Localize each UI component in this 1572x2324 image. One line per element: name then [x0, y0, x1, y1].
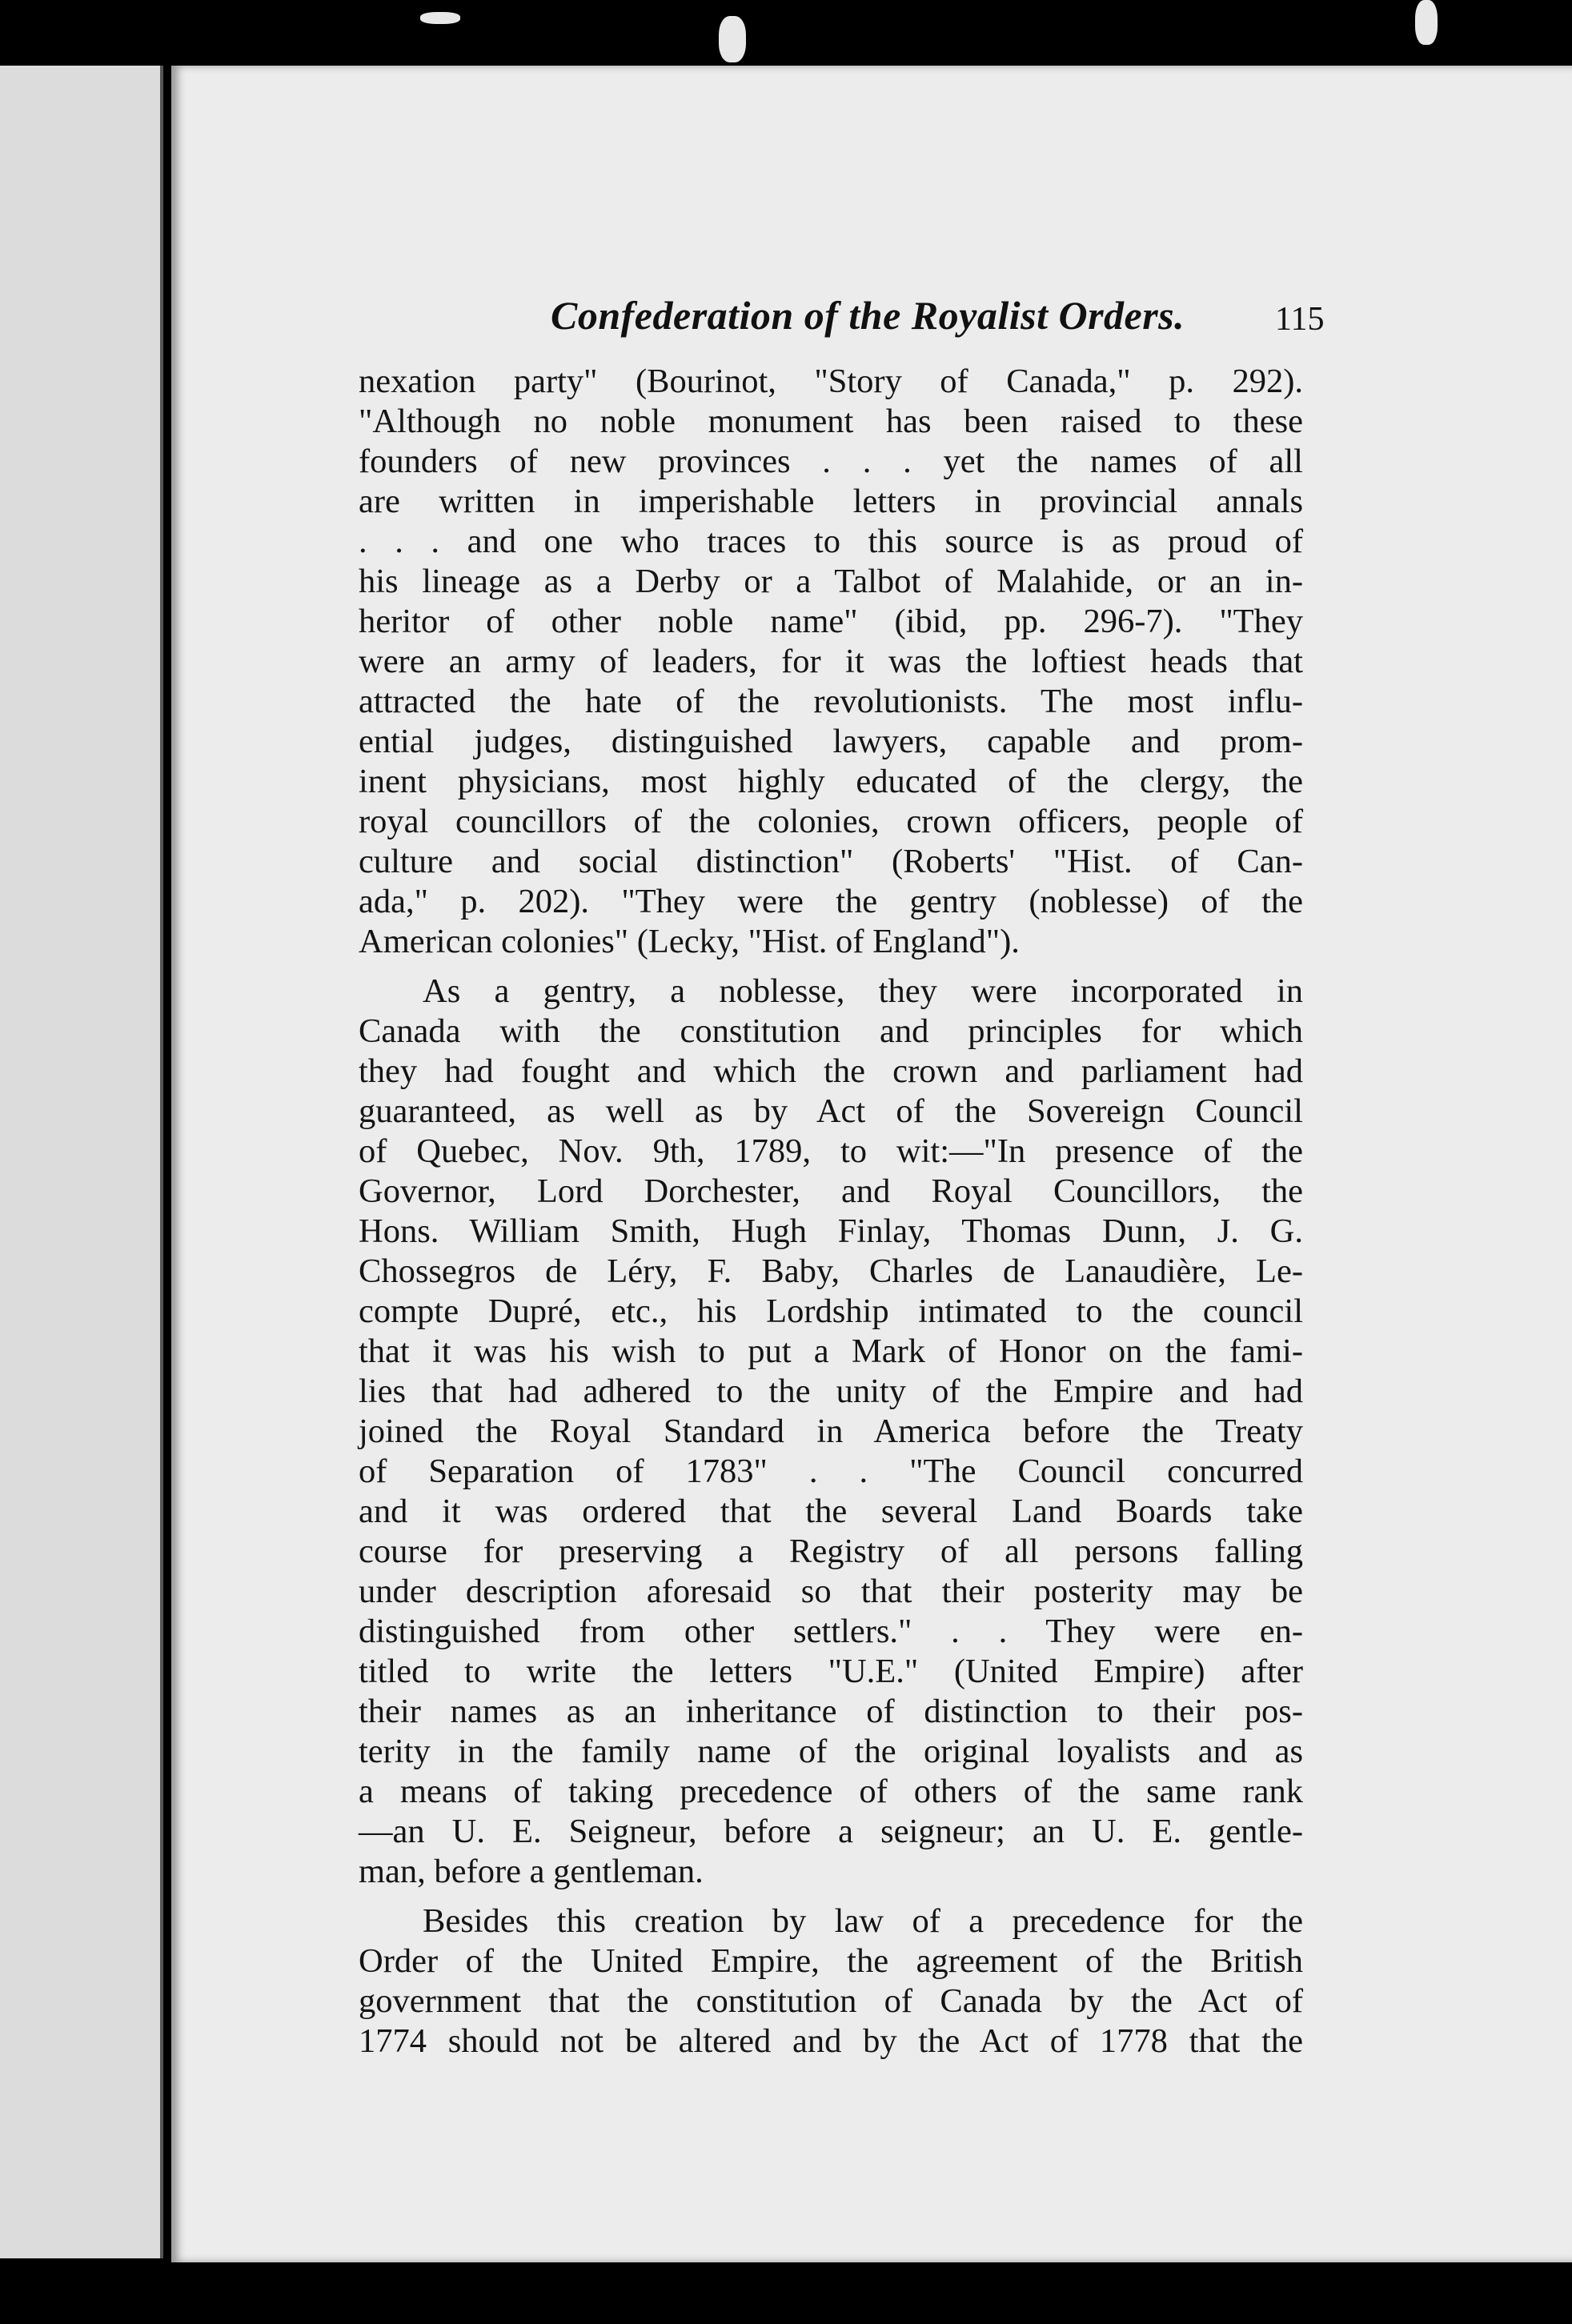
text-line: distinguished from other settlers." . . They were en-: [359, 1613, 1303, 1650]
text-line: course for preserving a Registry of all persons falling: [359, 1533, 1303, 1570]
text-line: inent physicians, most highly educated of the clergy, the: [359, 763, 1303, 800]
text-line: "Although no noble monument has been raised to these: [359, 403, 1303, 440]
text-line: are written in imperishable letters in provincial annals: [359, 483, 1303, 520]
paragraph: [359, 972, 1303, 1892]
text-line: government that the constitution of Canada by the Act of: [359, 1982, 1303, 2020]
scan-mark: [719, 16, 746, 62]
scan-mark: [420, 12, 460, 24]
text-line: under description aforesaid so that their posterity may be: [359, 1573, 1303, 1610]
body-text: [359, 362, 1303, 2062]
text-line: Hons. William Smith, Hugh Finlay, Thomas Dunn, J. G.: [359, 1212, 1303, 1250]
text-line: As a gentry, a noblesse, they were incorporated in: [423, 972, 1303, 1010]
text-line: of Quebec, Nov. 9th, 1789, to wit:—"In presence of the: [359, 1132, 1303, 1170]
text-line: Chossegros de Léry, F. Baby, Charles de Lanaudière, Le-: [359, 1252, 1303, 1290]
text-line: royal councillors of the colonies, crown officers, people of: [359, 803, 1303, 840]
text-line: and it was ordered that the several Land Boards take: [359, 1493, 1303, 1530]
text-line: his lineage as a Derby or a Talbot of Malahide, or an in-: [359, 563, 1303, 600]
text-line: attracted the hate of the revolutionists. The most influ-: [359, 683, 1303, 720]
text-line: nexation party" (Bourinot, "Story of Canada," p. 292).: [359, 363, 1303, 400]
text-line: ential judges, distinguished lawyers, capable and prom-: [359, 723, 1303, 760]
paragraph: [359, 1901, 1303, 2062]
text-line: that it was his wish to put a Mark of Honor on the fami-: [359, 1332, 1303, 1370]
text-line: compte Dupré, etc., his Lordship intimated to the council: [359, 1292, 1303, 1330]
paragraph: [359, 362, 1303, 962]
text-line: founders of new provinces . . . yet the names of all: [359, 443, 1303, 480]
text-line: their names as an inheritance of distinction to their pos-: [359, 1693, 1303, 1730]
text-line: culture and social distinction" (Roberts' "Hist. of Can-: [359, 843, 1303, 880]
text-line: terity in the family name of the original loyalists and as: [359, 1733, 1303, 1770]
page-number: 115: [1275, 301, 1325, 338]
text-line: heritor of other noble name" (ibid, pp. 296-7). "They: [359, 603, 1303, 640]
text-line: of Separation of 1783" . . "The Council concurred: [359, 1452, 1303, 1490]
left-page-edge: [0, 66, 163, 2258]
text-line: Order of the United Empire, the agreement of the British: [359, 1942, 1303, 1980]
running-title: Confederation of the Royalist Orders.: [551, 293, 1185, 338]
text-line: American colonies" (Lecky, "Hist. of England").: [359, 923, 1020, 960]
text-line: Canada with the constitution and principles for which: [359, 1012, 1303, 1050]
text-line: joined the Royal Standard in America before the Treaty: [359, 1412, 1303, 1450]
text-line: titled to write the letters "U.E." (United Empire) after: [359, 1653, 1303, 1690]
text-line: guaranteed, as well as by Act of the Sovereign Council: [359, 1092, 1303, 1130]
text-line: . . . and one who traces to this source is as proud of: [359, 523, 1303, 560]
text-line: 1774 should not be altered and by the Act of 1778 that the: [359, 2022, 1303, 2060]
text-line: man, before a gentleman.: [359, 1853, 704, 1890]
text-line: lies that had adhered to the unity of the Empire and had: [359, 1372, 1303, 1410]
text-line: Governor, Lord Dorchester, and Royal Councillors, the: [359, 1172, 1303, 1210]
text-line: a means of taking precedence of others of the same rank: [359, 1773, 1303, 1810]
text-line: —an U. E. Seigneur, before a seigneur; an U. E. gentle-: [359, 1813, 1303, 1850]
text-line: they had fought and which the crown and parliament had: [359, 1052, 1303, 1090]
page-header: [551, 292, 1351, 356]
text-line: ada," p. 202). "They were the gentry (noblesse) of the: [359, 883, 1303, 920]
scan-mark: [1415, 0, 1438, 45]
text-line: were an army of leaders, for it was the loftiest heads that: [359, 643, 1303, 680]
text-line: Besides this creation by law of a precedence for the: [423, 1902, 1303, 1940]
